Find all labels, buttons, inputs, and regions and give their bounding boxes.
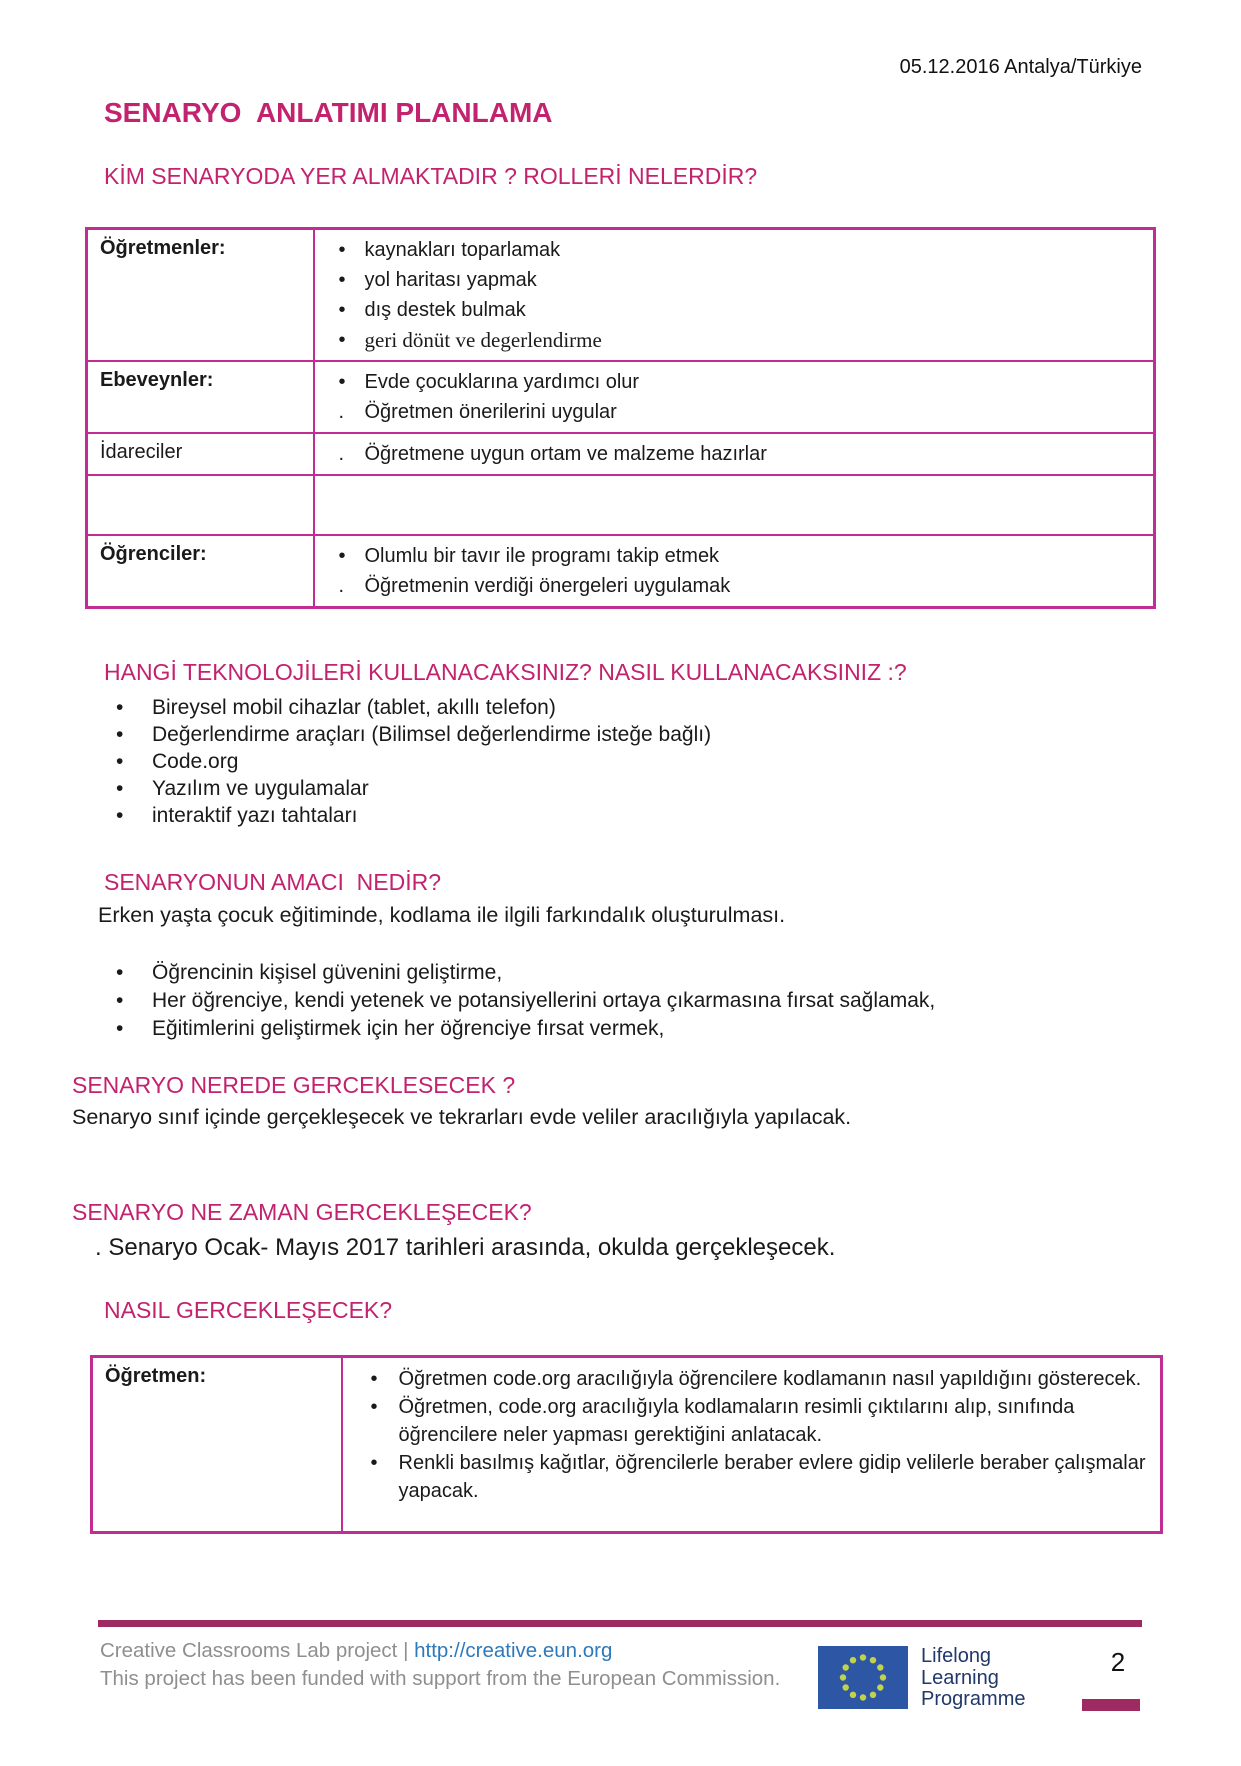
bullet-marker: •	[338, 545, 346, 567]
list-item: . Öğretmenin verdiği önergeleri uygulamak	[321, 571, 1148, 601]
bullet-marker: •	[116, 1017, 124, 1040]
bullet-marker: •	[116, 777, 124, 800]
how-heading: NASIL GERCEKLEŞECEK?	[104, 1297, 393, 1323]
technologies-heading: HANGİ TEKNOLOJİLERİ KULLANACAKSINIZ? NASIL KULLANACAKSINIZ :?	[104, 659, 907, 685]
page-title: SENARYO ANLATIMI PLANLAMA	[104, 97, 553, 128]
when-heading: SENARYO NE ZAMAN GERCEKLEŞECEK?	[72, 1199, 532, 1225]
bullet-marker: •	[116, 961, 124, 984]
bullet-marker: •	[338, 299, 346, 321]
footer-project: Creative Classrooms Lab project	[100, 1639, 398, 1662]
technologies-list	[112, 694, 711, 829]
bullet-marker: •	[116, 989, 124, 1012]
footer-project-line	[100, 1637, 780, 1665]
table-row	[87, 475, 1155, 535]
eu-flag-icon	[818, 1646, 908, 1709]
row-label: Ebeveynler:	[87, 361, 314, 433]
bullet-marker: •	[370, 1396, 378, 1418]
row-items	[342, 1357, 1162, 1533]
list-item: • Olumlu bir tavır ile programı takip etmek	[321, 541, 1148, 571]
list-item: • Code.org	[112, 748, 711, 775]
footer-text	[100, 1637, 780, 1693]
table-row	[87, 361, 1155, 433]
list-item: • Evde çocuklarına yardımcı olur	[321, 367, 1148, 397]
table-row	[87, 229, 1155, 362]
bullet-marker: •	[116, 804, 124, 827]
programme-label: Lifelong Learning Programme	[921, 1645, 1026, 1710]
bullet-marker: .	[338, 443, 345, 465]
list-item: • Öğretmen code.org aracılığıyla öğrencilere kodlamanın nasıl yapıldığını gösterecek.	[349, 1365, 1155, 1393]
roles-heading: KİM SENARYODA YER ALMAKTADIR ? ROLLERİ NELERDİR?	[104, 163, 758, 189]
bullet-marker: •	[370, 1368, 378, 1390]
page-number-bar	[1082, 1699, 1140, 1711]
bullet-marker: •	[338, 329, 346, 351]
table-cell-empty	[314, 475, 1155, 535]
roles-table	[85, 227, 1156, 609]
footer-separator: |	[403, 1639, 409, 1662]
bullet-marker: .	[338, 401, 345, 423]
bullet-marker: •	[338, 239, 346, 261]
list-item: . Öğretmene uygun ortam ve malzeme hazırlar	[321, 439, 1148, 469]
row-label: Öğretmenler:	[87, 229, 314, 362]
table-row	[87, 433, 1155, 475]
list-item: • interaktif yazı tahtaları	[112, 802, 711, 829]
purpose-intro: Erken yaşta çocuk eğitiminde, kodlama ile ilgili farkındalık oluşturulması.	[98, 903, 786, 927]
bullet-marker: .	[338, 575, 345, 597]
row-label: Öğretmen:	[92, 1357, 342, 1533]
list-item: • kaynakları toparlamak	[321, 235, 1148, 265]
header-date: 05.12.2016 Antalya/Türkiye	[899, 56, 1142, 78]
bullet-marker: •	[116, 723, 124, 746]
where-heading: SENARYO NEREDE GERCEKLESECEK ?	[72, 1072, 516, 1098]
table-cell-empty	[87, 475, 314, 535]
list-item: • Değerlendirme araçları (Bilimsel değerlendirme isteğe bağlı)	[112, 721, 711, 748]
table-row	[87, 535, 1155, 608]
how-table	[90, 1355, 1163, 1534]
list-item: • Renkli basılmış kağıtlar, öğrencilerle beraber evlere gidip velilerle beraber çalışmalar yapacak.	[349, 1449, 1155, 1505]
list-item: • Öğrencinin kişisel güvenini geliştirme,	[112, 959, 935, 987]
bullet-marker: •	[338, 371, 346, 393]
bullet-marker: •	[370, 1452, 378, 1474]
row-items	[314, 361, 1155, 433]
row-label: Öğrenciler:	[87, 535, 314, 608]
list-item: • yol haritası yapmak	[321, 265, 1148, 295]
list-item: • Yazılım ve uygulamalar	[112, 775, 711, 802]
footer-divider	[98, 1620, 1142, 1627]
bullet-marker: •	[116, 696, 124, 719]
bullet-marker: •	[116, 750, 124, 773]
purpose-heading: SENARYONUN AMACI NEDİR?	[104, 869, 441, 895]
row-items	[314, 229, 1155, 362]
table-row	[92, 1357, 1162, 1533]
list-item: • Bireysel mobil cihazlar (tablet, akıllı telefon)	[112, 694, 711, 721]
list-item: • Öğretmen, code.org aracılığıyla kodlamaların resimli çıktılarını alıp, sınıfında öğrencilere neler yapması gerektiğini anlatacak.	[349, 1393, 1155, 1449]
purpose-list	[112, 959, 935, 1043]
list-item: • dış destek bulmak	[321, 295, 1148, 325]
list-item: • Her öğrenciye, kendi yetenek ve potansiyellerini ortaya çıkarmasına fırsat sağlamak,	[112, 987, 935, 1015]
where-body: Senaryo sınıf içinde gerçekleşecek ve tekrarları evde veliler aracılığıyla yapılacak.	[72, 1105, 852, 1129]
row-label: İdareciler	[87, 433, 314, 475]
row-items	[314, 535, 1155, 608]
when-body: . Senaryo Ocak- Mayıs 2017 tarihleri arasında, okulda gerçekleşecek.	[95, 1234, 836, 1261]
bullet-marker: •	[338, 269, 346, 291]
footer-link[interactable]: http://creative.eun.org	[414, 1639, 613, 1662]
list-item: . Öğretmen önerilerini uygular	[321, 397, 1148, 427]
list-item: • Eğitimlerini geliştirmek için her öğrenciye fırsat vermek,	[112, 1015, 935, 1043]
row-items	[314, 433, 1155, 475]
list-item: • geri dönüt ve degerlendirme	[321, 325, 1148, 355]
page-number: 2	[1110, 1647, 1126, 1677]
footer-funding: This project has been funded with support from the European Commission.	[100, 1667, 781, 1690]
